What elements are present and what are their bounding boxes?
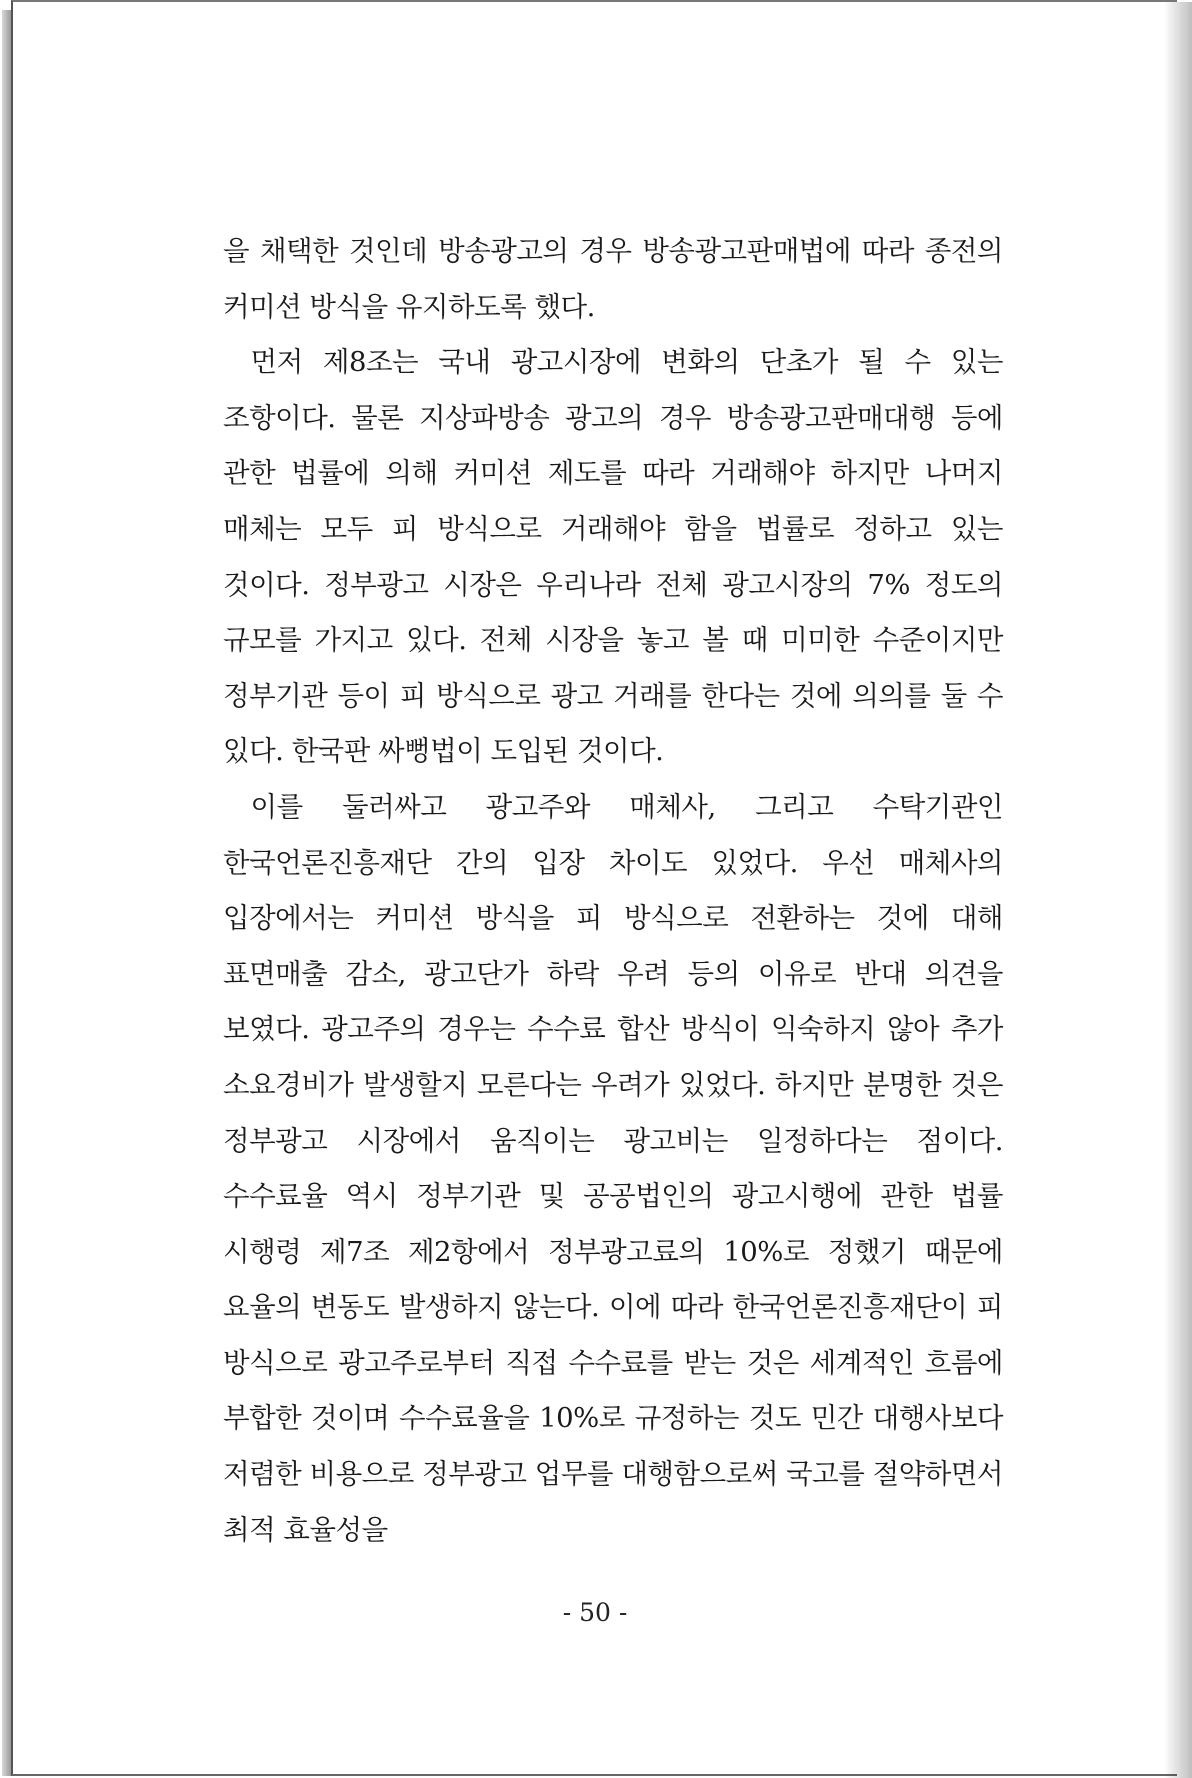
paragraph-stakeholders: 이를 둘러싸고 광고주와 매체사, 그리고 수탁기관인 한국언론진흥재단 간의 입장 차이도 있었다. 우선 매체사의 입장에서는 커미션 방식을 피 방식으로 전환하는 것에 대해 표면매출 감소, 광고단가 하락 우려 등의 이유로 반대 의견을 보였다. 광고주의 경우는 수수료 합산 방식이 익숙하지 않아 추가 소요경비가 발생할지 모른다는 우려가 있었다. 하지만 분명한 것은 정부광고 시장에서 움직이는 광고비는 일정하다는 점이다. 수수료율 역시 정부기관 및 공공법인의 광고시행에 관한 법률 시행령 제7조 제2항에서 정부광고료의 10%로 정했기 때문에 요율의 변동도 발생하지 않는다. 이에 따라 한국언론진흥재단이 피 방식으로 광고주로부터 직접 수수료를 받는 것은 세계적인 흐름에 부합한 것이며 수수료율을 10%로 규정하는 것도 민간 대행사보다 저렴한 비용으로 정부광고 업무를 대행함으로써 국고를 절약하면서 최적 효율성을 <box>223 790 1003 1546</box>
paragraph-article-8: 먼저 제8조는 국내 광고시장에 변화의 단초가 될 수 있는 조항이다. 물론 지상파방송 광고의 경우 방송광고판매대행 등에 관한 법률에 의해 커미션 제도를 따라 거래해야 하지만 나머지 매체는 모두 피 방식으로 거래해야 함을 법률로 정하고 있는 것이다. 정부광고 시장은 우리나라 전체 광고시장의 7% 정도의 규모를 가지고 있다. 전체 시장을 놓고 볼 때 미미한 수준이지만 정부기관 등이 피 방식으로 광고 거래를 한다는 것에 의의를 둘 수 있다. 한국판 싸뻥법이 도입된 것이다. <box>223 346 1003 768</box>
paragraph-continuation: 을 채택한 것인데 방송광고의 경우 방송광고판매법에 따라 종전의 커미션 방식을 유지하도록 했다. <box>223 235 1003 323</box>
page-edge-shadow <box>1164 2 1192 1778</box>
page-number: - 50 - <box>562 1598 628 1627</box>
body-text <box>223 224 1003 1558</box>
document-page <box>11 0 1177 1776</box>
